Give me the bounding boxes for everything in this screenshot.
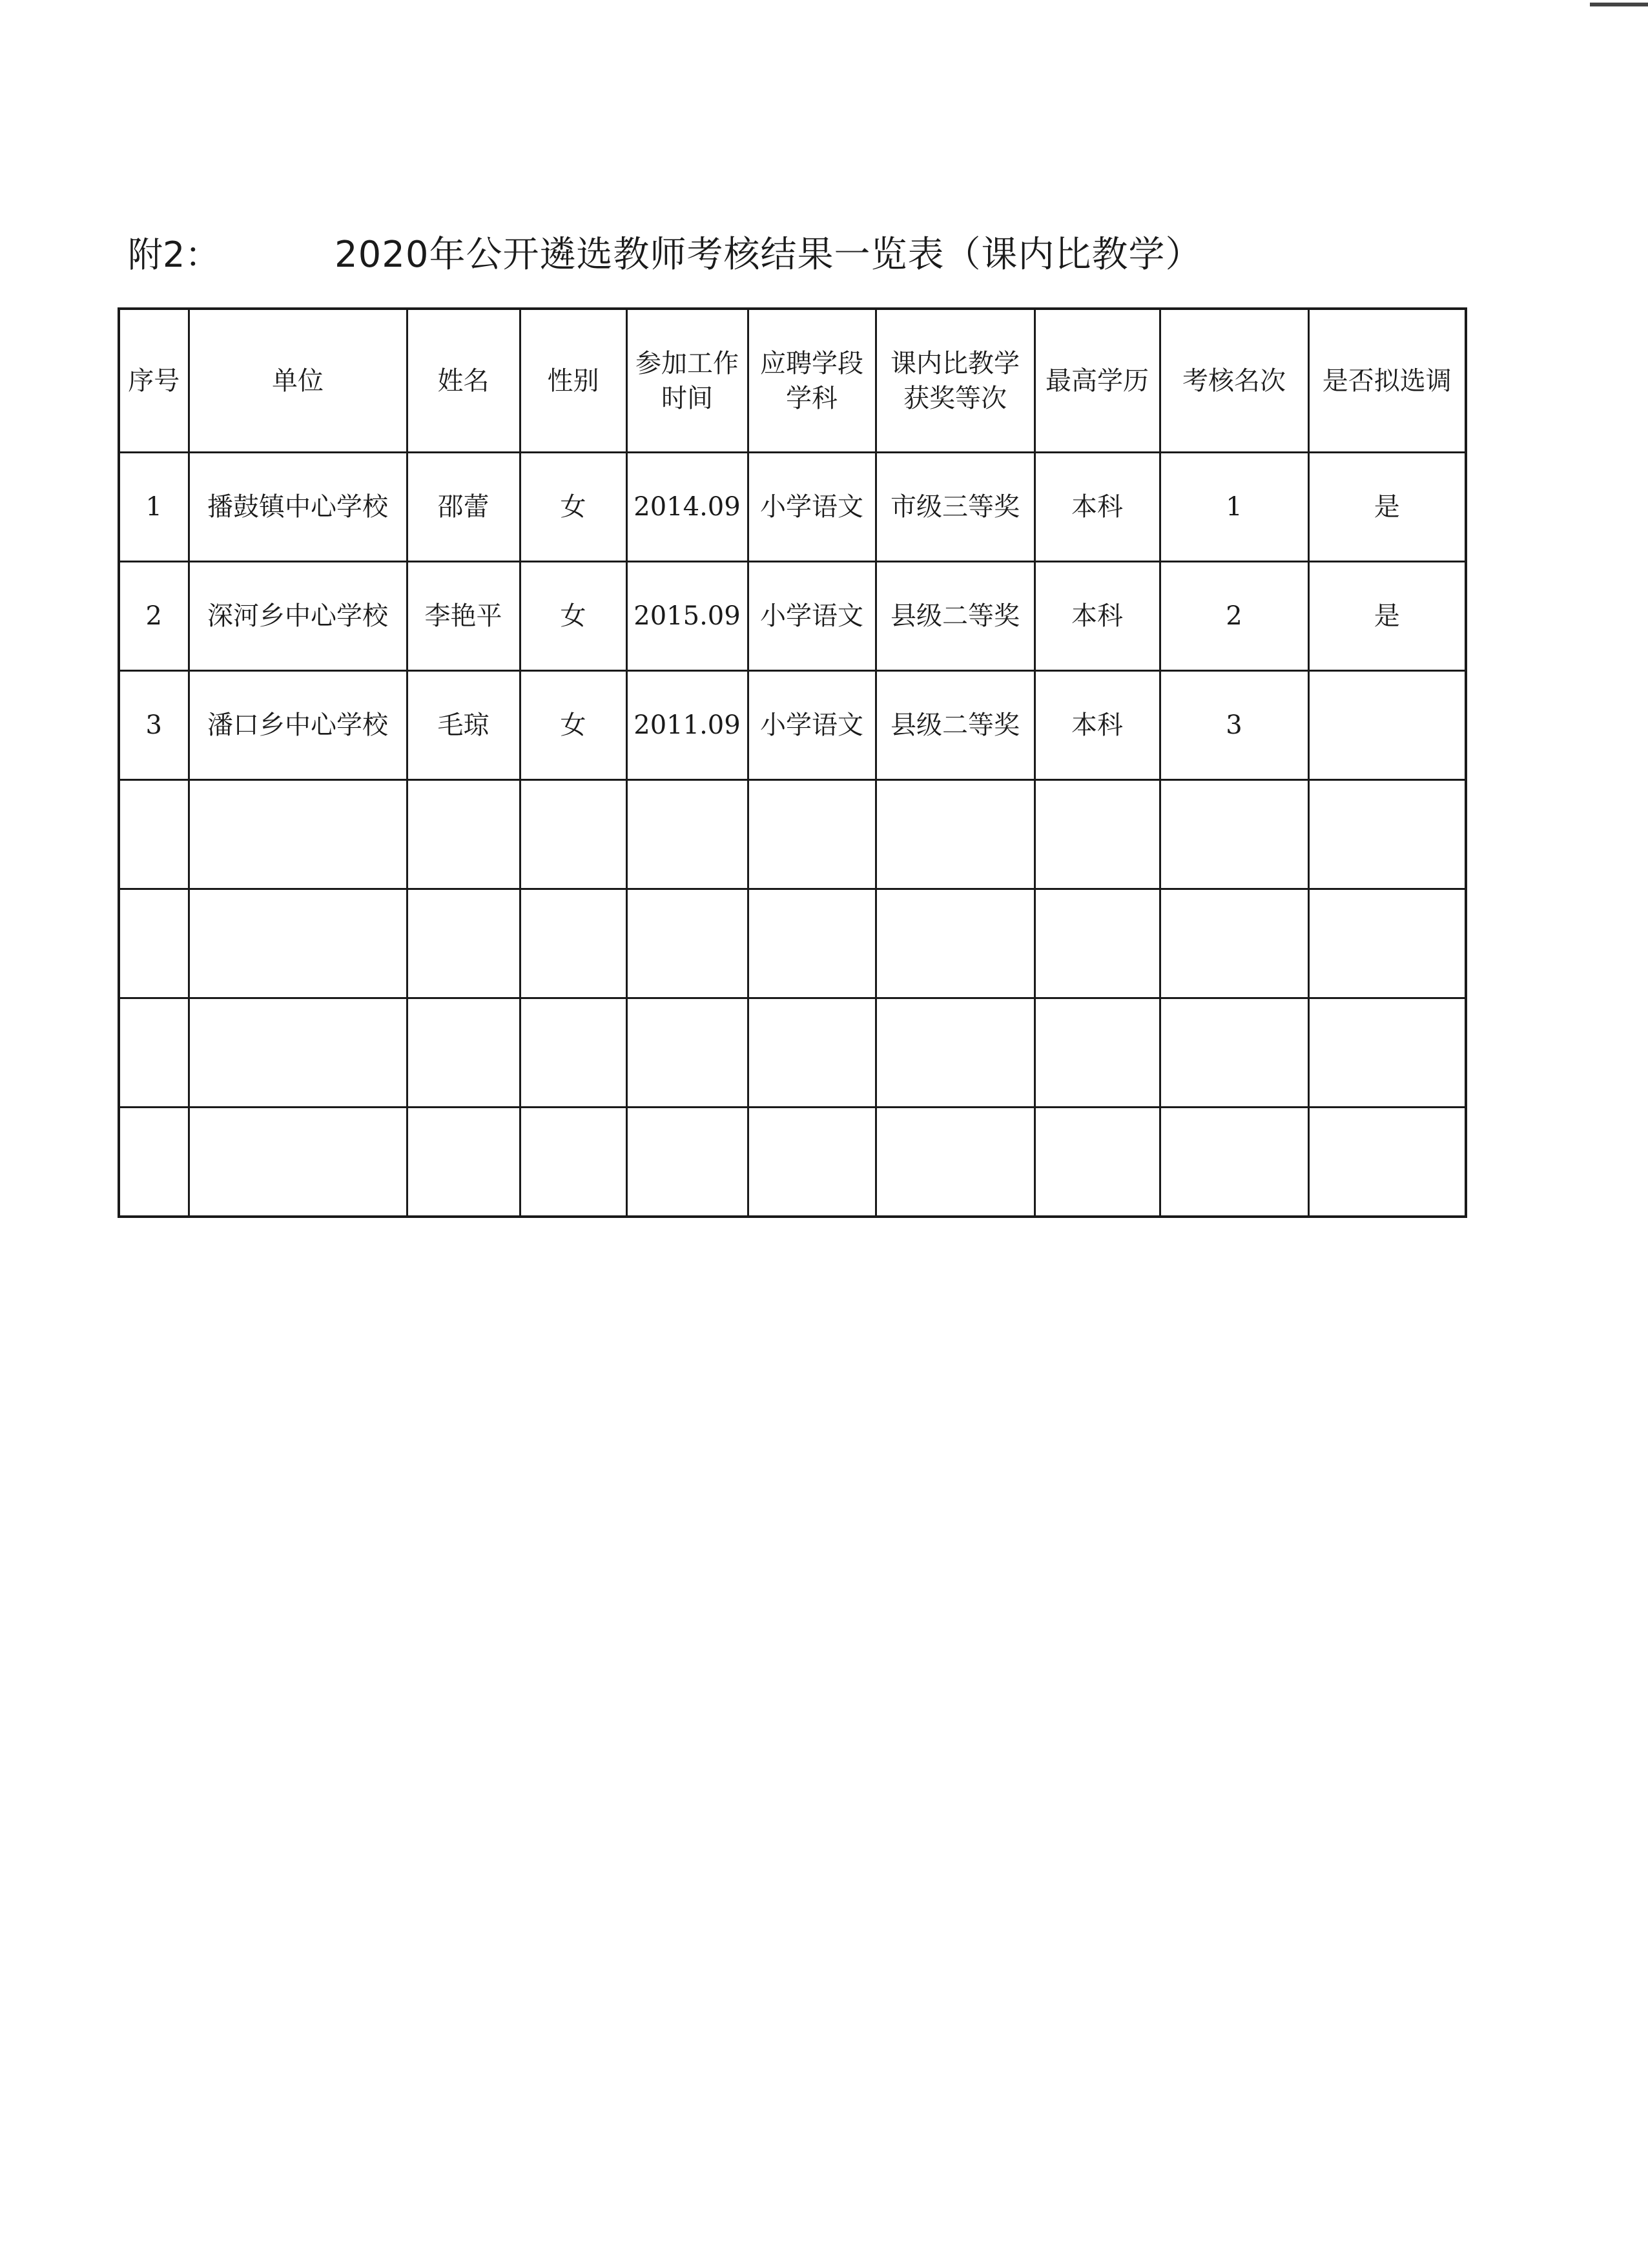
cell-subject: 小学语文: [748, 671, 876, 780]
cell-unit: 深河乡中心学校: [189, 562, 407, 671]
cell-work-start: 2015.09: [626, 562, 748, 671]
cell-work-start: [626, 998, 748, 1108]
cell-rank: 2: [1160, 562, 1308, 671]
cell-rank: 3: [1160, 671, 1308, 780]
cell-rank: [1160, 998, 1308, 1108]
cell-name: [407, 889, 520, 998]
header-cell-gender: 性别: [520, 309, 626, 453]
table-row: [119, 562, 1466, 671]
cell-index: 2: [119, 562, 189, 671]
cell-education: [1035, 998, 1160, 1108]
cell-unit: [189, 780, 407, 889]
cell-name: [407, 998, 520, 1108]
cell-selected: 是: [1308, 453, 1466, 562]
cell-name: 邵蕾: [407, 453, 520, 562]
cell-education: 本科: [1035, 562, 1160, 671]
cell-gender: [520, 780, 626, 889]
header-cell-subject: 应聘学段学科: [748, 309, 876, 453]
cell-gender: [520, 889, 626, 998]
header-cell-education: 最高学历: [1035, 309, 1160, 453]
cell-name: [407, 780, 520, 889]
cell-selected: 是: [1308, 562, 1466, 671]
cell-selected: [1308, 889, 1466, 998]
table-row: [119, 671, 1466, 780]
cell-name: 李艳平: [407, 562, 520, 671]
cell-unit: [189, 889, 407, 998]
cell-subject: 小学语文: [748, 562, 876, 671]
cell-selected: [1308, 998, 1466, 1108]
cell-selected: [1308, 780, 1466, 889]
header-cell-unit: 单位: [189, 309, 407, 453]
cell-education: [1035, 889, 1160, 998]
cell-work-start: 2014.09: [626, 453, 748, 562]
cell-subject: [748, 780, 876, 889]
cell-subject: 小学语文: [748, 453, 876, 562]
cell-rank: [1160, 780, 1308, 889]
scan-edge-mark: [1590, 3, 1648, 6]
document-heading: [0, 227, 1648, 285]
cell-education: 本科: [1035, 671, 1160, 780]
cell-education: [1035, 1108, 1160, 1217]
cell-award: [876, 998, 1035, 1108]
header-cell-award: 课内比教学获奖等次: [876, 309, 1035, 453]
cell-gender: [520, 998, 626, 1108]
cell-rank: [1160, 889, 1308, 998]
cell-award: 县级二等奖: [876, 671, 1035, 780]
cell-unit: [189, 998, 407, 1108]
cell-selected: [1308, 671, 1466, 780]
cell-award: 市级三等奖: [876, 453, 1035, 562]
cell-gender: [520, 1108, 626, 1217]
cell-award: [876, 780, 1035, 889]
cell-work-start: [626, 780, 748, 889]
cell-award: 县级二等奖: [876, 562, 1035, 671]
cell-name: [407, 1108, 520, 1217]
cell-education: 本科: [1035, 453, 1160, 562]
cell-award: [876, 889, 1035, 998]
header-cell-work-start: 参加工作时间: [626, 309, 748, 453]
cell-index: [119, 780, 189, 889]
cell-gender: 女: [520, 671, 626, 780]
cell-name: 毛琼: [407, 671, 520, 780]
page-title: 2020年公开遴选教师考核结果一览表（课内比教学）: [335, 234, 1202, 276]
header-cell-rank: 考核名次: [1160, 309, 1308, 453]
cell-index: [119, 998, 189, 1108]
cell-unit: [189, 1108, 407, 1217]
cell-subject: [748, 1108, 876, 1217]
cell-education: [1035, 780, 1160, 889]
cell-work-start: 2011.09: [626, 671, 748, 780]
table-header-row: [119, 309, 1466, 453]
cell-selected: [1308, 1108, 1466, 1217]
table-row: [119, 453, 1466, 562]
table-row-empty: [119, 889, 1466, 998]
cell-gender: 女: [520, 453, 626, 562]
cell-rank: [1160, 1108, 1308, 1217]
header-cell-index: 序号: [119, 309, 189, 453]
table-row-empty: [119, 780, 1466, 889]
cell-subject: [748, 889, 876, 998]
cell-rank: 1: [1160, 453, 1308, 562]
header-cell-selected: 是否拟选调: [1308, 309, 1466, 453]
cell-work-start: [626, 889, 748, 998]
table-row-empty: [119, 1108, 1466, 1217]
cell-index: 1: [119, 453, 189, 562]
header-cell-name: 姓名: [407, 309, 520, 453]
result-table: [118, 307, 1467, 1218]
table-row-empty: [119, 998, 1466, 1108]
cell-index: [119, 1108, 189, 1217]
cell-subject: [748, 998, 876, 1108]
cell-gender: 女: [520, 562, 626, 671]
cell-unit: 潘口乡中心学校: [189, 671, 407, 780]
attachment-label: 附2：: [128, 234, 220, 275]
cell-unit: 播鼓镇中心学校: [189, 453, 407, 562]
cell-index: 3: [119, 671, 189, 780]
cell-work-start: [626, 1108, 748, 1217]
cell-award: [876, 1108, 1035, 1217]
cell-index: [119, 889, 189, 998]
